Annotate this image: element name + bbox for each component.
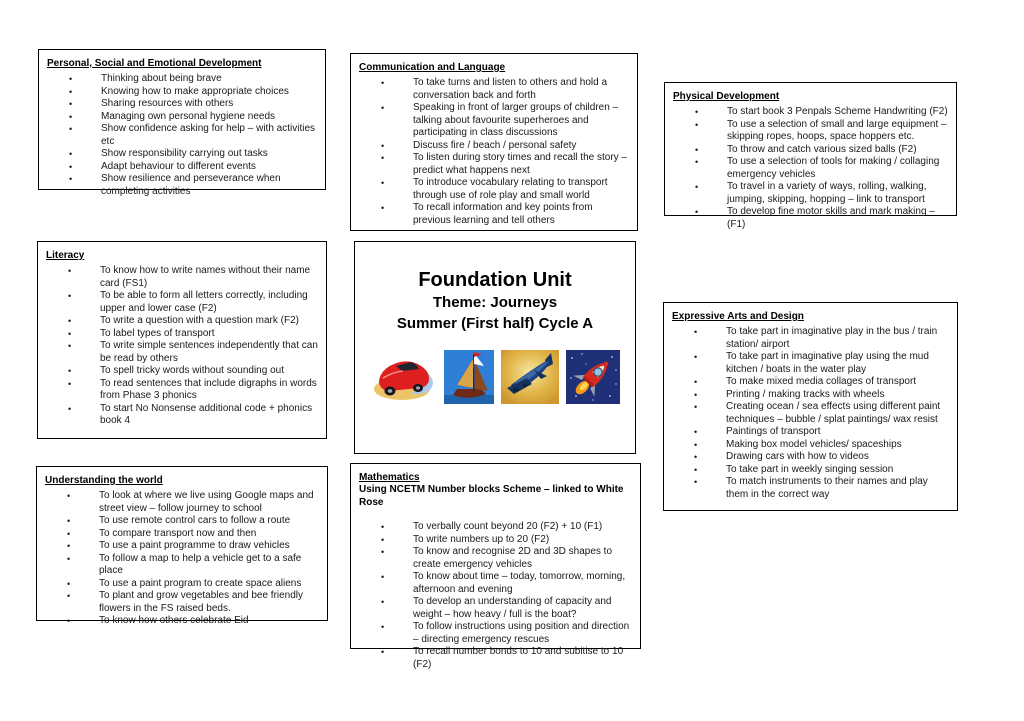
bullet-item: [45, 590, 319, 615]
bullet-text: To know about time – today, tomorrow, morning, afternoon and evening: [413, 571, 626, 595]
bullet-marker: •: [69, 111, 73, 122]
literacy-heading: Literacy: [46, 250, 85, 261]
bullet-marker: •: [69, 99, 73, 109]
maths-subheading: Using NCETM Number blocks Scheme – linked to White Rose: [359, 484, 624, 508]
section-literacy: [37, 241, 327, 439]
bullet-text: To look at where we live using Google maps and street view – follow journey to school: [99, 490, 314, 514]
bullet-marker: •: [68, 403, 72, 414]
bullet-marker: •: [67, 578, 71, 589]
bullet-marker: •: [67, 541, 71, 551]
section-psed: [38, 49, 326, 197]
bullet-item: [46, 290, 318, 315]
unit-theme: Theme: Journeys: [432, 294, 558, 311]
bullet-marker: •: [381, 522, 385, 532]
unit-term: Summer (First half) Cycle A: [396, 315, 594, 332]
section-communication-language: [350, 53, 638, 231]
bullet-item: [672, 351, 949, 376]
bullet-item: [45, 528, 319, 541]
bullet-text: To use a paint programme to draw vehicles: [99, 540, 290, 551]
bullet-text: To recall number bonds to 10 and subitise to 10 (F2): [413, 646, 624, 670]
bullet-marker: •: [381, 178, 385, 188]
bullet-text: Show confidence asking for help – with activities etc: [101, 123, 316, 147]
section-mathematics: [350, 463, 641, 670]
bullet-marker: •: [69, 161, 73, 172]
bullet-item: [359, 521, 632, 534]
bullet-text: To take part in imaginative play in the bus / train station/ airport: [726, 326, 938, 350]
bullet-marker: •: [694, 389, 698, 400]
bullet-text: Adapt behaviour to different events: [101, 160, 256, 172]
bullet-item: [359, 621, 632, 646]
bullet-item: [673, 206, 948, 231]
bullet-marker: •: [68, 316, 72, 326]
bullet-marker: •: [69, 174, 73, 184]
bullet-marker: •: [694, 439, 698, 450]
bullet-text: Knowing how to make appropriate choices: [101, 85, 289, 97]
bullet-text: Making box model vehicles/ spaceships: [726, 438, 902, 450]
bullet-item: [47, 73, 317, 86]
bullet-text: To recall information and key points from previous learning and tell others: [413, 202, 593, 226]
bullet-marker: •: [695, 157, 699, 167]
bullet-marker: •: [381, 572, 385, 582]
bullet-item: [672, 451, 949, 464]
bullet-marker: •: [381, 597, 385, 607]
pd-heading: Physical Development: [673, 91, 780, 102]
bullet-text: To use a selection of tools for making / collaging emergency vehicles: [727, 156, 940, 180]
bullet-text: Speaking in front of larger groups of children – talking about favourite superheroes and participating in class discussions: [413, 102, 619, 138]
bullet-marker: •: [69, 86, 73, 97]
bullet-item: [672, 476, 949, 501]
bullet-text: To verbally count beyond 20 (F2) + 10 (F1): [413, 521, 603, 532]
bullet-item: [45, 578, 319, 591]
bullet-item: [46, 378, 318, 403]
bullet-text: To travel in a variety of ways, rolling, walking, jumping, skipping, hopping – link to transport: [727, 181, 927, 205]
maths-heading: Mathematics: [359, 472, 420, 483]
bullet-item: [359, 596, 632, 621]
bullet-marker: •: [69, 149, 73, 159]
bullet-text: To match instruments to their names and play them in the correct way: [726, 476, 928, 500]
bullet-marker: •: [695, 144, 699, 155]
bullet-item: [47, 148, 317, 161]
pd-bullet-list: [673, 106, 948, 231]
bullet-marker: •: [381, 203, 385, 213]
bullet-item: [47, 161, 317, 174]
bullet-text: To follow a map to help a vehicle get to a safe place: [99, 552, 302, 576]
bullet-text: Printing / making tracks with wheels: [726, 388, 885, 400]
bullet-item: [673, 106, 948, 119]
bullet-marker: •: [381, 622, 385, 632]
bullet-item: [45, 540, 319, 553]
bullet-item: [359, 140, 629, 153]
bullet-text: Show resilience and perseverance when completing activities: [101, 173, 281, 197]
bullet-item: [47, 123, 317, 148]
title-block: [355, 268, 635, 334]
bullet-item: [673, 144, 948, 157]
bullet-text: To introduce vocabulary relating to transport through use of role play and small world: [413, 177, 608, 201]
bullet-text: Sharing resources with others: [101, 98, 234, 109]
bullet-item: [47, 111, 317, 124]
bullet-marker: •: [381, 647, 385, 657]
psed-heading: Personal, Social and Emotional Development: [47, 58, 262, 69]
bullet-marker: •: [68, 366, 72, 376]
bullet-marker: •: [695, 107, 699, 117]
bullet-text: To be able to form all letters correctly, including upper and lower case (F2): [100, 290, 308, 314]
bullet-marker: •: [695, 182, 699, 192]
bullet-marker: •: [695, 207, 699, 217]
bullet-marker: •: [694, 452, 698, 462]
bullet-item: [672, 389, 949, 402]
title-card: [354, 241, 636, 454]
bullet-item: [47, 86, 317, 99]
bullet-text: Managing own personal hygiene needs: [101, 110, 276, 122]
bullet-item: [46, 315, 318, 328]
bullet-item: [359, 177, 629, 202]
red-sports-car-image: [371, 350, 437, 404]
bullet-text: Drawing cars with how to videos: [726, 451, 869, 462]
bullet-marker: •: [68, 341, 72, 351]
bullet-text: To compare transport now and then: [99, 527, 257, 539]
bullet-marker: •: [67, 553, 71, 564]
bullet-item: [359, 571, 632, 596]
cl-bullet-list: [359, 77, 629, 227]
bullet-text: To make mixed media collages of transport: [726, 376, 917, 387]
bullet-text: To use remote control cars to follow a route: [99, 515, 291, 526]
bullet-item: [46, 403, 318, 428]
section-understanding-the-world: [36, 466, 328, 626]
bullet-text: Discuss fire / beach / personal safety: [413, 139, 577, 151]
bullet-text: To spell tricky words without sounding out: [100, 365, 284, 376]
ead-heading: Expressive Arts and Design: [672, 311, 804, 322]
unit-title: Foundation Unit: [418, 269, 572, 291]
bullet-item: [359, 152, 629, 177]
cl-heading: Communication and Language: [359, 62, 506, 73]
bullet-marker: •: [68, 328, 72, 339]
psed-bullet-list: [47, 73, 317, 198]
bullet-text: To take part in imaginative play using the mud kitchen / boats in the water play: [726, 351, 929, 375]
bullet-item: [47, 98, 317, 111]
bullet-text: To take turns and listen to others and hold a conversation back and forth: [413, 77, 608, 101]
utw-heading: Understanding the world: [45, 475, 163, 486]
bullet-item: [45, 615, 319, 628]
bullet-marker: •: [695, 119, 699, 130]
bullet-item: [46, 328, 318, 341]
bullet-item: [672, 439, 949, 452]
ead-bullet-list: [672, 326, 949, 501]
bullet-marker: •: [69, 74, 73, 84]
bullet-text: To use a selection of small and large equipment – skipping ropes, hoops, space hoppers etc.: [727, 118, 947, 142]
bullet-item: [672, 326, 949, 351]
bullet-text: To use a paint program to create space aliens: [99, 577, 302, 589]
bullet-text: To write a question with a question mark (F2): [100, 315, 299, 326]
bullet-item: [359, 534, 632, 547]
bullet-item: [45, 553, 319, 578]
bullet-item: [359, 77, 629, 102]
section-expressive-arts-design: [663, 302, 958, 511]
bullet-text: To take part in weekly singing session: [726, 463, 894, 475]
bullet-text: To label types of transport: [100, 327, 215, 339]
bullet-marker: •: [381, 103, 385, 113]
bullet-marker: •: [67, 491, 71, 501]
bullet-marker: •: [67, 528, 71, 539]
bullet-item: [672, 401, 949, 426]
bullet-marker: •: [381, 547, 385, 557]
bullet-item: [673, 119, 948, 144]
bullet-text: To listen during story times and recall the story – predict what happens next: [413, 152, 627, 176]
bullet-marker: •: [694, 327, 698, 337]
bullet-marker: •: [69, 124, 73, 134]
bullet-item: [45, 515, 319, 528]
bullet-item: [47, 173, 317, 198]
bullet-marker: •: [694, 464, 698, 475]
bullet-text: To know and recognise 2D and 3D shapes to create emergency vehicles: [413, 546, 613, 570]
bullet-item: [46, 340, 318, 365]
bullet-item: [673, 156, 948, 181]
bullet-marker: •: [68, 291, 72, 301]
bullet-text: To throw and catch various sized balls (F2): [727, 143, 917, 155]
bullet-text: To plant and grow vegetables and bee friendly flowers in the FS raised beds.: [99, 590, 304, 614]
bullet-text: Creating ocean / sea effects using different paint techniques – bubble / splat paintings/ wax resist: [726, 401, 941, 425]
bullet-item: [673, 181, 948, 206]
bullet-item: [359, 646, 632, 671]
bullet-marker: •: [694, 377, 698, 387]
bullet-item: [672, 376, 949, 389]
bullet-marker: •: [67, 516, 71, 526]
bullet-item: [45, 490, 319, 515]
bullet-marker: •: [381, 534, 385, 545]
transport-images-row: [355, 350, 635, 404]
bullet-item: [359, 102, 629, 140]
bullet-marker: •: [381, 78, 385, 88]
bullet-marker: •: [67, 616, 71, 626]
bullet-marker: •: [381, 153, 385, 163]
bullet-text: Paintings of transport: [726, 426, 821, 437]
airplane-image: [501, 350, 559, 404]
bullet-text: To write numbers up to 20 (F2): [413, 533, 550, 545]
bullet-text: To know how others celebrate Eid: [99, 615, 249, 626]
utw-bullet-list: [45, 490, 319, 628]
bullet-text: To start book 3 Penpals Scheme Handwriting (F2): [727, 106, 948, 117]
bullet-marker: •: [381, 140, 385, 151]
bullet-marker: •: [67, 591, 71, 601]
bullet-item: [359, 202, 629, 227]
bullet-item: [672, 464, 949, 477]
bullet-text: Show responsibility carrying out tasks: [101, 148, 268, 159]
bullet-marker: •: [68, 378, 72, 389]
bullet-text: To know how to write names without their name card (FS1): [100, 265, 311, 289]
bullet-marker: •: [68, 266, 72, 276]
sailing-boat-image: [444, 350, 494, 404]
bullet-marker: •: [694, 477, 698, 487]
bullet-item: [672, 426, 949, 439]
bullet-marker: •: [694, 427, 698, 437]
bullet-text: To start No Nonsense additional code + phonics book 4: [100, 402, 313, 426]
maths-bullet-list: [359, 521, 632, 671]
bullet-item: [46, 265, 318, 290]
bullet-text: Thinking about being brave: [101, 73, 222, 84]
bullet-text: To follow instructions using position and direction – directing emergency rescues: [413, 621, 630, 645]
literacy-bullet-list: [46, 265, 318, 428]
bullet-item: [46, 365, 318, 378]
bullet-marker: •: [694, 352, 698, 362]
bullet-item: [359, 546, 632, 571]
bullet-text: To read sentences that include digraphs in words from Phase 3 phonics: [100, 377, 317, 401]
bullet-text: To develop fine motor skills and mark making – (F1): [727, 206, 935, 230]
section-physical-development: [664, 82, 957, 230]
bullet-text: To write simple sentences independently that can be read by others: [100, 340, 318, 364]
rocket-image: [566, 350, 620, 404]
bullet-text: To develop an understanding of capacity and weight – how heavy / full is the boat?: [413, 596, 612, 620]
bullet-marker: •: [694, 402, 698, 412]
